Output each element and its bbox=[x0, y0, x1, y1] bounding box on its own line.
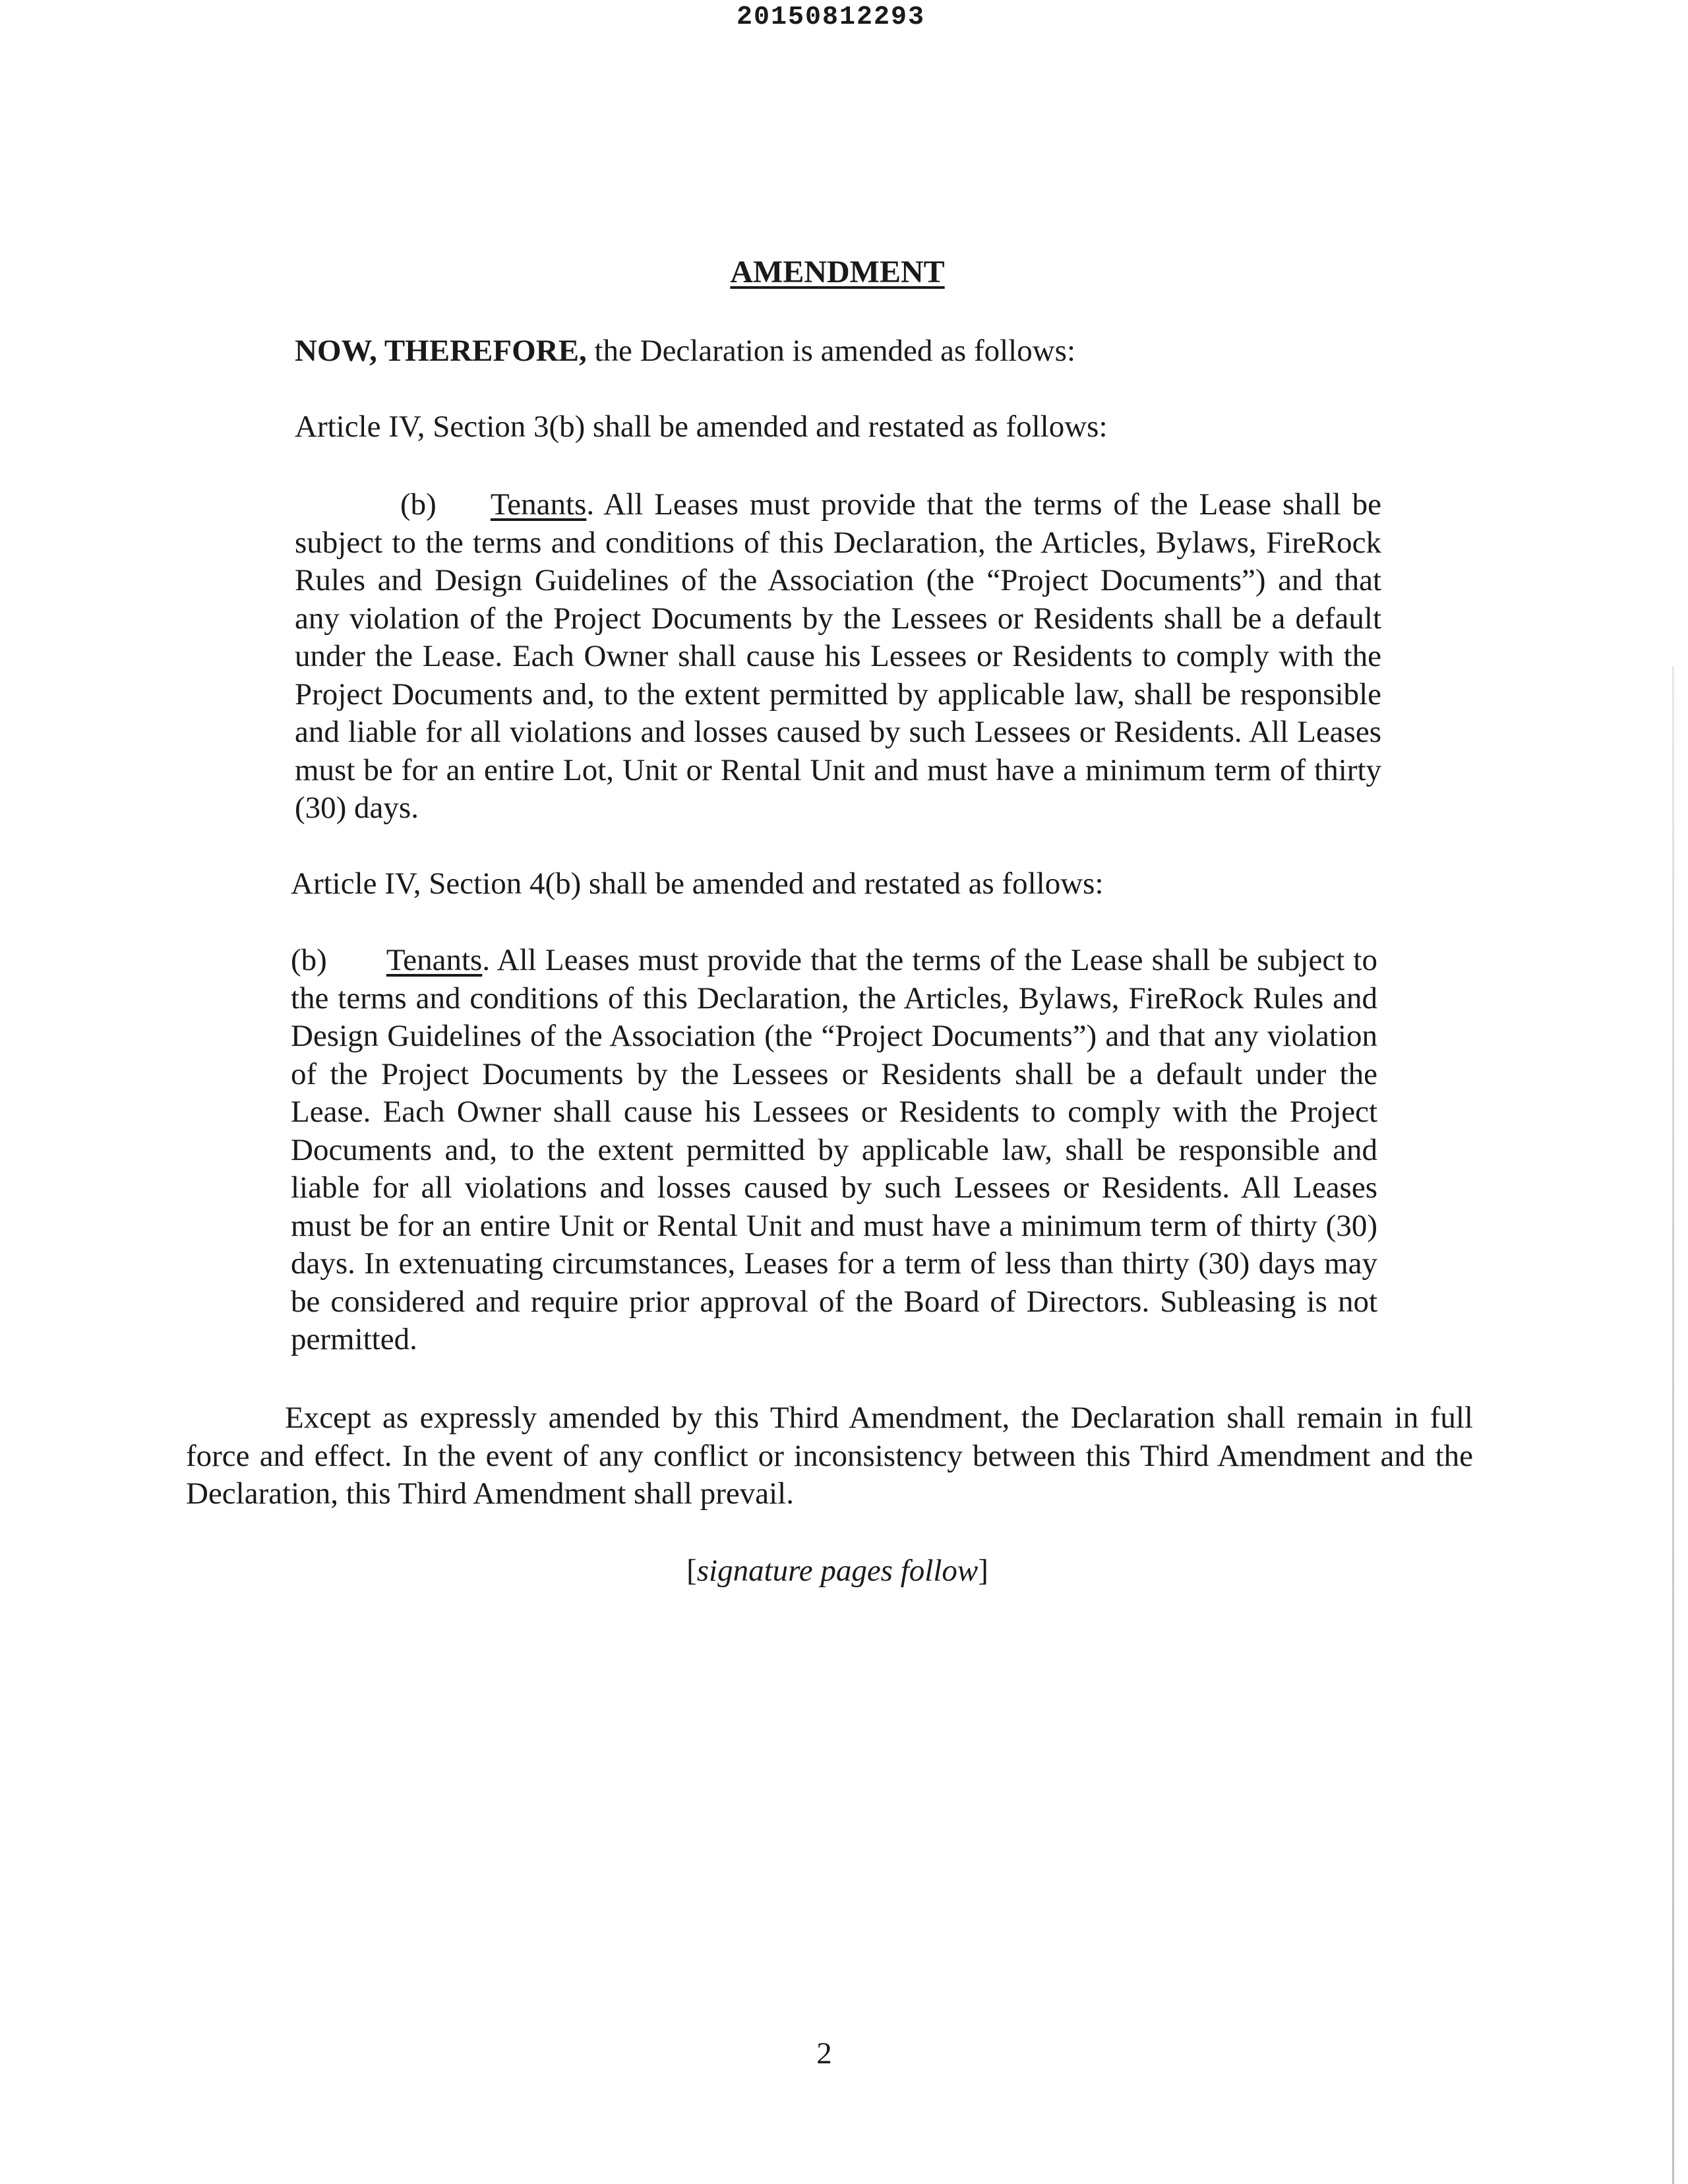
intro-line bbox=[295, 333, 1075, 369]
intro-rest: the Declaration is amended as follows: bbox=[586, 334, 1076, 368]
section-3b-paragraph bbox=[295, 486, 1381, 828]
section-3b-heading: Article IV, Section 3(b) shall be amended and restated as follows: bbox=[295, 410, 1108, 444]
signature-pages-text: signature pages follow bbox=[696, 1554, 979, 1588]
page-number: 2 bbox=[816, 2036, 832, 2071]
intro-lead: NOW, THEREFORE, bbox=[295, 334, 587, 368]
section-4b-heading: Article IV, Section 4(b) shall be amended and restated as follows: bbox=[291, 866, 1104, 901]
scan-edge-line bbox=[1672, 666, 1674, 2184]
recording-number: 20150812293 bbox=[736, 3, 926, 32]
document-title: AMENDMENT bbox=[730, 255, 945, 289]
section-3b-label: Tenants bbox=[490, 487, 587, 522]
closing-paragraph: Except as expressly amended by this Third Amendment, the Declaration shall remain in full force and effect. In the event of any conflict or inconsistency between this Third Amendment and the Declaration, this Third Amendment shall prevail. bbox=[186, 1401, 1473, 1511]
signature-pages-note bbox=[0, 1553, 1675, 1589]
section-3b-body: . All Leases must provide that the terms of the Lease shall be subject to the terms and conditions of this Declaration, the Articles, Bylaws, FireRock Rules and Design Guidelines of the Association (the “Project Documents”) and that any violation of the Project Documents by the Lessees or Residents shall be a default under the Lease. Each Owner shall cause his Lessees or Residents to comply with the Project Documents and, to the extent permitted by applicable law, shall be responsible and liable for all violations and losses caused by such Lessees or Residents. All Leases must be for an entire Lot, Unit or Rental Unit and must have a minimum term of thirty (30) days. bbox=[295, 487, 1381, 825]
section-3b-marker: (b) bbox=[400, 487, 437, 522]
bracket-open: [ bbox=[686, 1554, 697, 1588]
section-4b-label: Tenants bbox=[386, 943, 483, 977]
bracket-close: ] bbox=[978, 1554, 988, 1588]
section-4b-paragraph bbox=[291, 942, 1377, 1359]
section-4b-body: . All Leases must provide that the terms of the Lease shall be subject to the terms and conditions of this Declaration, the Articles, Bylaws, FireRock Rules and Design Guidelines of the Association (the “Project Documents”) and that any violation of the Project Documents by the Lessees or Residents shall be a default under the Lease. Each Owner shall cause his Lessees or Residents to comply with the Project Documents and, to the extent permitted by applicable law, shall be responsible and liable for all violations and losses caused by such Lessees or Residents. All Leases must be for an entire Unit or Rental Unit and must have a minimum term of thirty (30) days. In extenuating circumstances, Leases for a term of less than thirty (30) days may be considered and require prior approval of the Board of Directors. Subleasing is not permitted. bbox=[291, 943, 1377, 1356]
section-4b-marker: (b) bbox=[291, 943, 327, 977]
